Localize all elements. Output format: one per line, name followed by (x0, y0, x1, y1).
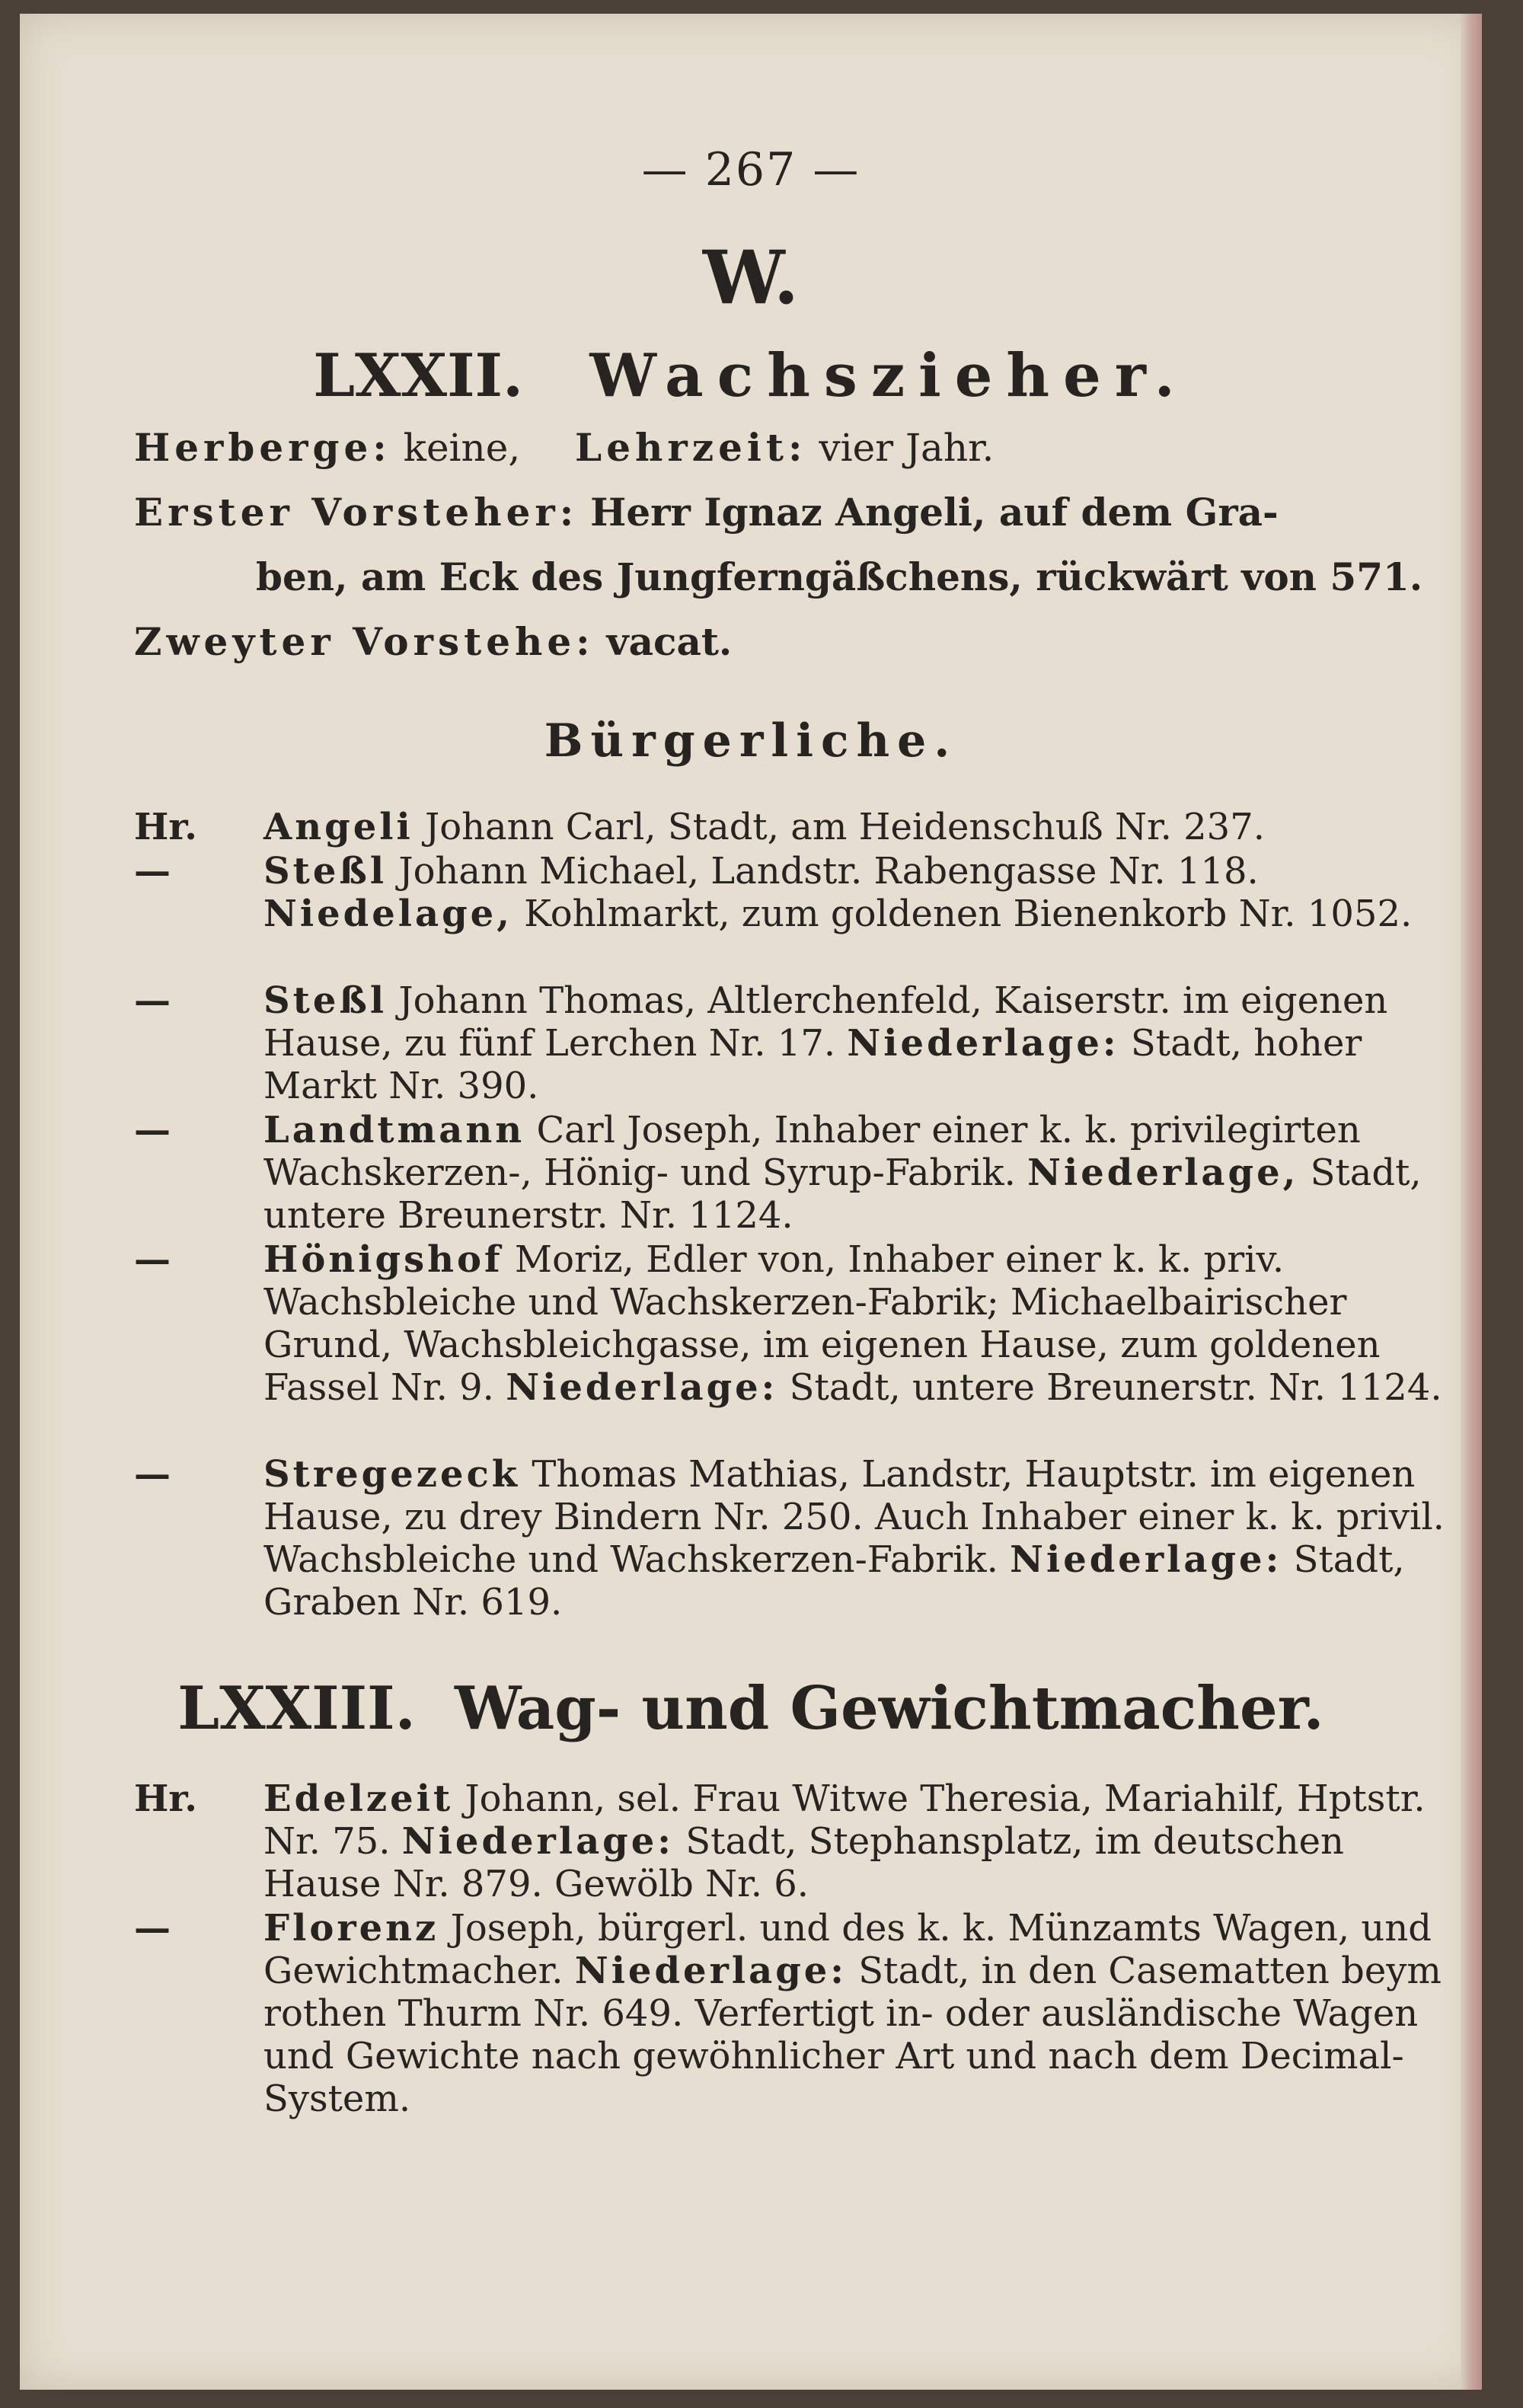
subheading-buergerliche: Bürgerliche. (544, 714, 958, 768)
niederlage-label: Niederlage: (847, 1022, 1119, 1065)
herberge-line (134, 425, 994, 470)
erster-vorsteher-value: Herr Ignaz Angeli, auf dem Gra- (590, 490, 1279, 535)
list-item: — Stregezeck Thomas Mathias, Landstr, Hauptstr. im eigenen Hause, zu drey Bindern Nr. 250. Auch Inhaber einer k. k. privil. Wachsbleiche und Wachskerzen-Fabrik. Niederlage: Stadt, Graben Nr. 619. (134, 1453, 1445, 1624)
list-item: — Steßl Johann Michael, Landstr. Rabengasse Nr. 118. Niedelage, Kohlmarkt, zum goldenen Bienenkorb Nr. 1052. (134, 850, 1413, 935)
niederlage-text: Stadt, untere Breunerstr. Nr. 1124. (263, 1151, 1422, 1237)
entry-name: Edelzeit (263, 1777, 454, 1820)
niederlage-text: Kohlmarkt, zum goldenen Bienenkorb Nr. 1052. (524, 893, 1413, 935)
entry-text: Johann Michael, Landstr. Rabengasse Nr. 118. (398, 850, 1259, 893)
entry-name: Landtmann (263, 1109, 525, 1151)
section-number: LXXIII. (177, 1674, 416, 1743)
niederlage-text: Stadt, hoher Markt Nr. 390. (263, 1022, 1362, 1107)
erster-vorsteher-line (134, 490, 1279, 535)
list-item: — Florenz Joseph, bürgerl. und des k. k. Münzamts Wagen, und Gewichtmacher. Niederlage: Stadt, in den Casematten beym rothen Thurm Nr. 649. Verfertigt in- oder ausländische Wagen und Gewichte nach gewöhnlicher Art und nach dem Decimal-System. (134, 1907, 1442, 2120)
lehrzeit-value: vier Jahr. (819, 426, 995, 470)
entry-name: Angeli (263, 806, 413, 848)
list-item: — Steßl Johann Thomas, Altlerchenfeld, Kaiserstr. im eigenen Hause, zu fünf Lerchen Nr. 17. Niederlage: Stadt, hoher Markt Nr. 390. (134, 979, 1388, 1107)
section-letter: W. (702, 235, 800, 321)
list-item: Hr. Angeli Johann Carl, Stadt, am Heidenschuß Nr. 237. (134, 806, 1265, 848)
niederlage-text: Stadt, untere Breunerstr. Nr. 1124. (789, 1366, 1442, 1409)
erster-vorsteher-label: Erster Vorsteher: (134, 490, 579, 535)
lehrzeit-label: Lehrzeit: (575, 425, 807, 470)
entry-text: Johann Thomas, Altlerchenfeld, Kaiserstr. im eigenen Hause, zu fünf Lerchen Nr. 17. (263, 979, 1388, 1065)
entry-text: Johann Carl, Stadt, am Heidenschuß Nr. 237. (424, 806, 1265, 848)
niederlage-label: Niederlage: (506, 1366, 778, 1409)
section-title: Wag- und Gewichtmacher. (454, 1674, 1324, 1743)
herberge-value: keine, (403, 426, 521, 470)
erster-vorsteher-continued: ben, am Eck des Jungferngäßchens, rückwärt von 571. (256, 554, 1423, 599)
entry-name: Florenz (263, 1907, 439, 1950)
section-title: Wachszieher. (589, 341, 1189, 410)
section-number: LXXII. (313, 341, 524, 410)
niederlage-label: Niederlage: (1010, 1538, 1282, 1581)
niederlage-label: Niederlage, (1027, 1151, 1299, 1194)
zweyter-vorsteher-value: vacat. (606, 619, 733, 664)
entry-text: Moriz, Edler von, Inhaber einer k. k. priv. Wachsbleiche und Wachskerzen-Fabrik; Michaelbairischer Grund, Wachsbleichgasse, im eigenen Hause, zum goldenen Fassel Nr. 9. (263, 1238, 1381, 1409)
herberge-label: Herberge: (134, 425, 391, 470)
entry-text: Thomas Mathias, Landstr, Hauptstr. im eigenen Hause, zu drey Bindern Nr. 250. Auch Inhaber einer k. k. privil. Wachsbleiche und Wachskerzen-Fabrik. (263, 1453, 1445, 1581)
niederlage-text: Stadt, Graben Nr. 619. (263, 1538, 1405, 1624)
entry-text: Johann, sel. Frau Witwe Theresia, Mariahilf, Hptstr. Nr. 75. (263, 1777, 1426, 1863)
list-item: — Landtmann Carl Joseph, Inhaber einer k. k. privilegirten Wachskerzen-, Hönig- und Syrup-Fabrik. Niederlage, Stadt, untere Breunerstr. Nr. 1124. (134, 1109, 1422, 1237)
book-page (20, 14, 1482, 2390)
entry-text: Carl Joseph, Inhaber einer k. k. privilegirten Wachskerzen-, Hönig- und Syrup-Fabrik. (263, 1109, 1361, 1194)
list-item: — Hönigshof Moriz, Edler von, Inhaber einer k. k. priv. Wachsbleiche und Wachskerzen-Fabrik; Michaelbairischer Grund, Wachsbleichgasse, im eigenen Hause, zum goldenen Fassel Nr. 9. Niederlage: Stadt, untere Breunerstr. Nr. 1124. (134, 1238, 1442, 1409)
section-heading-lxxii (20, 341, 1482, 410)
entry-name: Steßl (263, 979, 388, 1022)
niederlage-text: Stadt, Stephansplatz, im deutschen Hause Nr. 879. Gewölb Nr. 6. (263, 1820, 1344, 1905)
list-item: Hr. Edelzeit Johann, sel. Frau Witwe Theresia, Mariahilf, Hptstr. Nr. 75. Niederlage: Stadt, Stephansplatz, im deutschen Hause Nr. 879. Gewölb Nr. 6. (134, 1777, 1426, 1905)
zweyter-vorsteher-label: Zweyter Vorstehe: (134, 619, 595, 664)
section-heading-lxxiii (20, 1674, 1482, 1743)
niederlage-label: Niederlage: (401, 1820, 674, 1863)
entry-name: Hönigshof (263, 1238, 503, 1281)
niederlage-text: Stadt, in den Casematten beym rothen Thurm Nr. 649. Verfertigt in- oder ausländische Wagen und Gewichte nach gewöhnlicher Art und nach dem Decimal-System. (263, 1950, 1442, 2120)
zweyter-vorsteher-line (134, 619, 732, 664)
entry-text: Joseph, bürgerl. und des k. k. Münzamts Wagen, und Gewichtmacher. (263, 1907, 1432, 1992)
niederlage-label: Niedelage, (263, 893, 512, 935)
entry-name: Stregezeck (263, 1453, 521, 1496)
entry-name: Steßl (263, 850, 388, 893)
page-number: — 267 — (641, 143, 860, 196)
niederlage-label: Niederlage: (574, 1950, 848, 1992)
